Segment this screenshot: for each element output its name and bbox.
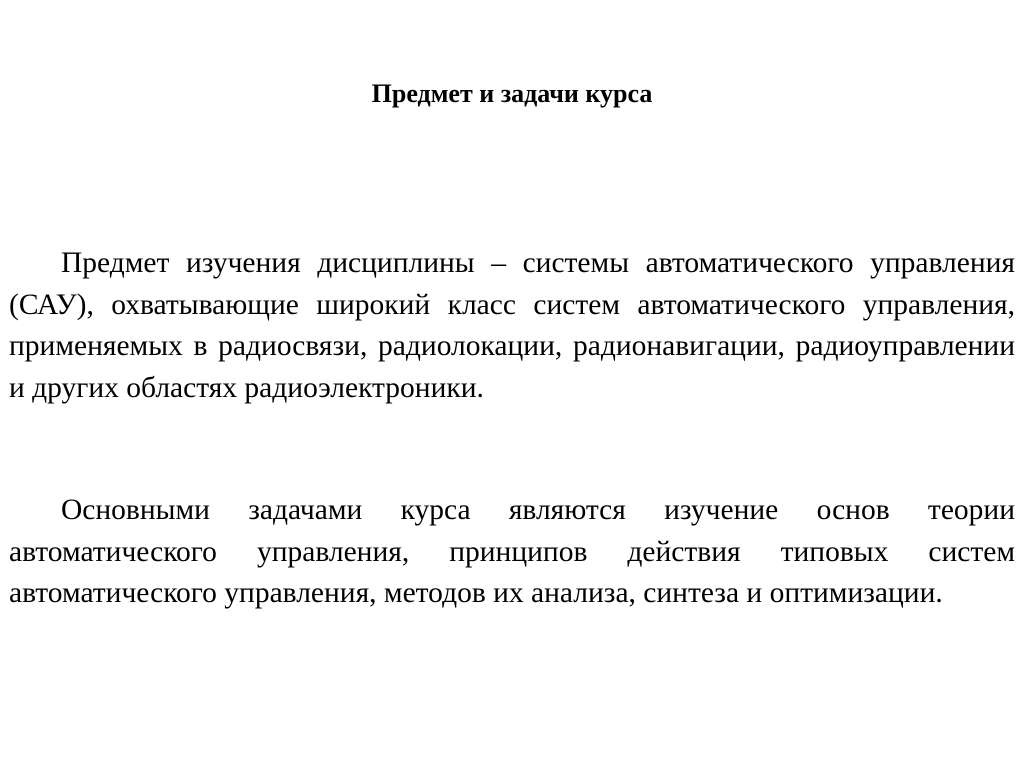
paragraph-subject: Предмет изучения дисциплины – системы автоматического управления (САУ), охватывающие широкий класс систем автоматического управления, применяемых в радиосвязи, радиолокации, радионавигации, радиоуправлении и других областях радиоэлектроники. bbox=[9, 247, 1015, 404]
paragraph-tasks: Основными задачами курса являются изучение основ теории автоматического управления, принципов действия типовых систем автоматического управления, методов их анализа, синтеза и оптимизации. bbox=[9, 494, 1015, 609]
slide-title: Предмет и задачи курса bbox=[371, 79, 653, 108]
